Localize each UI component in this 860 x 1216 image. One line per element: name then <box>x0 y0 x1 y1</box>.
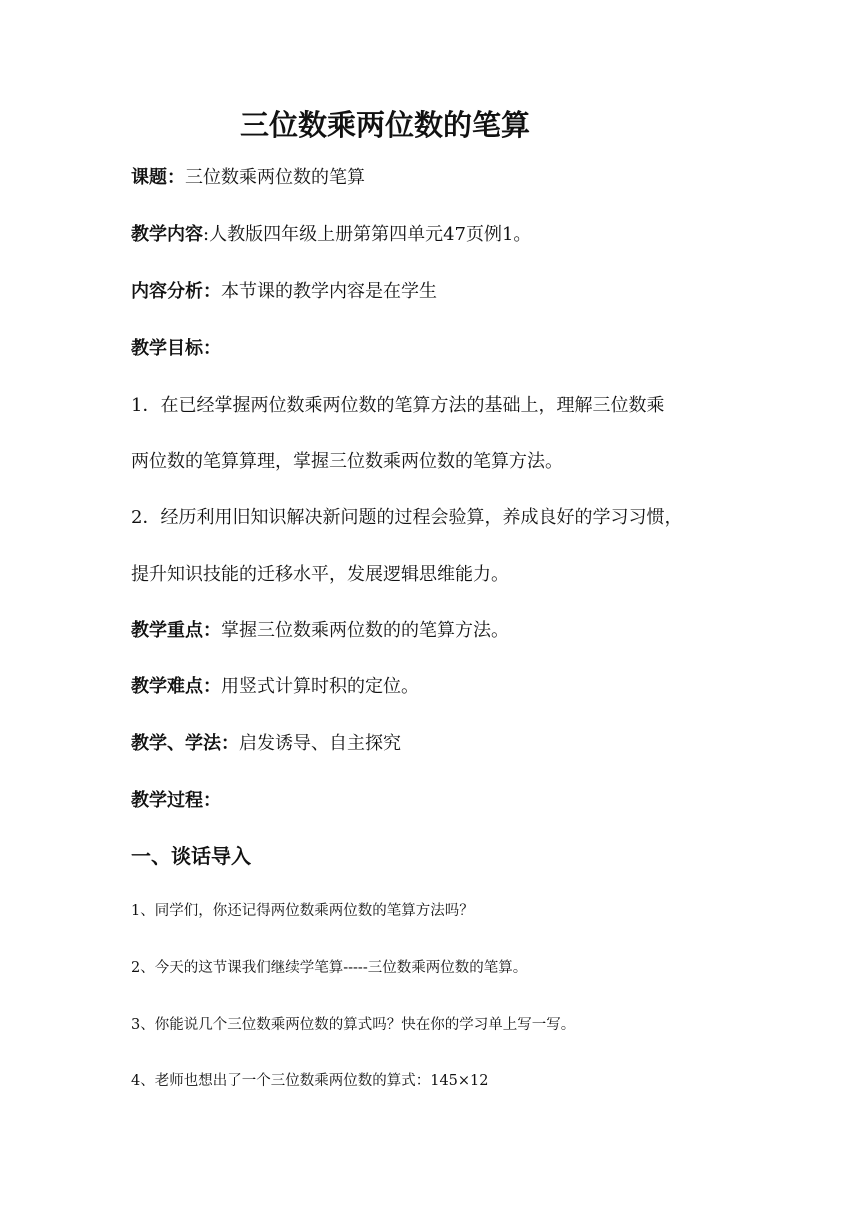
list-item: 3、你能说几个三位数乘两位数的算式吗？快在你的学习单上写一写。 <box>131 1017 576 1033</box>
list-item: 1、同学们，你还记得两位数乘两位数的笔算方法吗？ <box>131 903 474 919</box>
topic-line <box>131 165 365 191</box>
key-point-value: 掌握三位数乘两位数的的笔算方法。 <box>221 620 509 641</box>
difficulty-line <box>131 674 419 700</box>
difficulty-value: 用竖式计算时积的定位。 <box>221 676 419 697</box>
analysis-line <box>131 279 437 305</box>
difficulty-label: 教学难点： <box>131 676 221 697</box>
analysis-label: 内容分析： <box>131 281 221 302</box>
goal-text-line: 两位数的笔算算理，掌握三位数乘两位数的笔算方法。 <box>131 451 563 472</box>
process-line <box>131 788 221 814</box>
topic-value: 三位数乘两位数的笔算 <box>185 167 365 188</box>
list-item: 4、老师也想出了一个三位数乘两位数的算式：145×12 <box>131 1073 489 1089</box>
goals-line <box>131 336 221 362</box>
key-point-label: 教学重点： <box>131 620 221 641</box>
process-label: 教学过程： <box>131 790 221 811</box>
goal-text-line: 提升知识技能的迁移水平，发展逻辑思维能力。 <box>131 564 509 585</box>
list-item: 2、今天的这节课我们继续学笔算-----三位数乘两位数的笔算。 <box>131 960 528 976</box>
section-heading: 一、谈话导入 <box>131 844 251 868</box>
methods-line <box>131 731 401 757</box>
methods-value: 启发诱导、自主探究 <box>239 733 401 754</box>
methods-label: 教学、学法： <box>131 733 239 754</box>
goal-text-line: 2．经历利用旧知识解决新问题的过程会验算，养成良好的学习习惯， <box>131 507 683 528</box>
content-line <box>131 222 531 248</box>
goal-text-line: 1．在已经掌握两位数乘两位数的笔算方法的基础上，理解三位数乘 <box>131 395 665 416</box>
content-value: :人教版四年级上册第第四单元47页例1。 <box>203 224 532 245</box>
content-label: 教学内容 <box>131 224 203 245</box>
document-title: 三位数乘两位数的笔算 <box>239 108 530 142</box>
topic-label: 课题： <box>131 167 185 188</box>
goals-label: 教学目标： <box>131 338 221 359</box>
key-point-line <box>131 618 509 644</box>
analysis-value: 本节课的教学内容是在学生 <box>221 281 437 302</box>
